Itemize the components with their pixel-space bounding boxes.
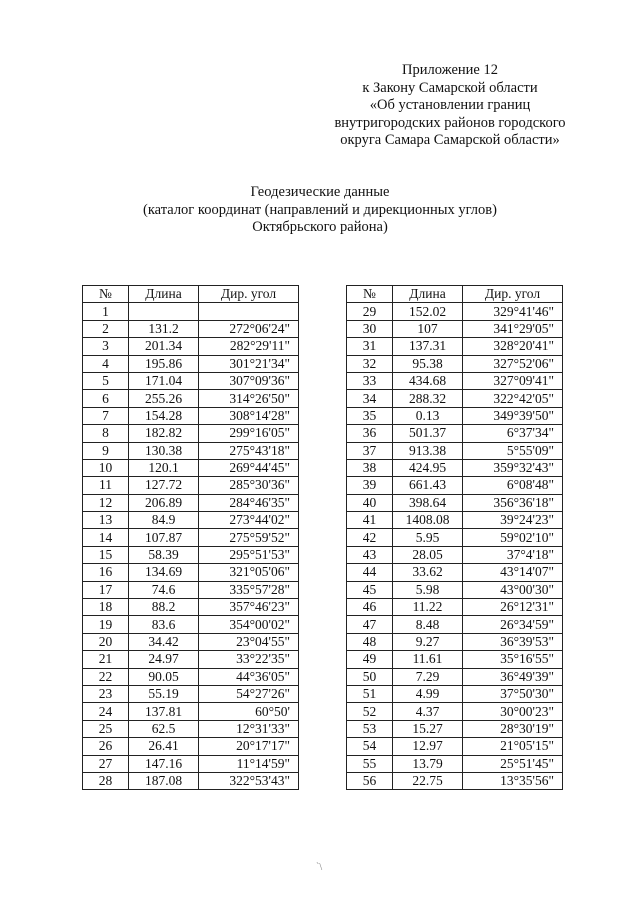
table-row: [347, 564, 563, 581]
cell-angle: 273°44'02": [199, 512, 299, 529]
table-row: [347, 720, 563, 737]
header-angle: Дир. угол: [199, 286, 299, 303]
table-row: [347, 755, 563, 772]
cell-angle: 20°17'17": [199, 738, 299, 755]
table-row: [83, 616, 299, 633]
table-row: [83, 407, 299, 424]
cell-angle: 322°53'43": [199, 772, 299, 789]
cell-number: 55: [347, 755, 393, 772]
table-row: [347, 407, 563, 424]
table-row: [347, 668, 563, 685]
table-row: [83, 355, 299, 372]
table-row: [83, 633, 299, 650]
cell-length: 107: [393, 320, 463, 337]
cell-length: 90.05: [129, 668, 199, 685]
cell-length: 127.72: [129, 477, 199, 494]
cell-angle: 322°42'05": [463, 390, 563, 407]
cell-number: 14: [83, 529, 129, 546]
table-row: [83, 546, 299, 563]
cell-number: 47: [347, 616, 393, 633]
table-row: [83, 720, 299, 737]
cell-number: 33: [347, 372, 393, 389]
cell-length: 137.81: [129, 703, 199, 720]
cell-number: 44: [347, 564, 393, 581]
table-row: [347, 442, 563, 459]
cell-length: 187.08: [129, 772, 199, 789]
cell-angle: 327°52'06": [463, 355, 563, 372]
cell-angle: 275°59'52": [199, 529, 299, 546]
title-line: (каталог координат (направлений и дирекционных углов): [143, 201, 497, 218]
coordinates-table-left: [82, 285, 299, 790]
table-row: [83, 564, 299, 581]
cell-angle: 308°14'28": [199, 407, 299, 424]
cell-angle: 13°35'56": [463, 772, 563, 789]
cell-length: 131.2: [129, 320, 199, 337]
header-length: Длина: [129, 286, 199, 303]
table-row: [83, 303, 299, 320]
cell-angle: 328°20'41": [463, 338, 563, 355]
cell-angle: 60°50': [199, 703, 299, 720]
cell-angle: 36°39'53": [463, 633, 563, 650]
table-row: [347, 459, 563, 476]
cell-number: 45: [347, 581, 393, 598]
title-line: Геодезические данные: [250, 184, 390, 200]
header-angle: Дир. угол: [463, 286, 563, 303]
cell-length: 22.75: [393, 772, 463, 789]
cell-angle: 357°46'23": [199, 599, 299, 616]
table-row: [347, 616, 563, 633]
table-row: [347, 320, 563, 337]
cell-length: 0.13: [393, 407, 463, 424]
cell-angle: 335°57'28": [199, 581, 299, 598]
cell-length: 84.9: [129, 512, 199, 529]
cell-angle: 282°29'11": [199, 338, 299, 355]
cell-length: 255.26: [129, 390, 199, 407]
cell-length: 424.95: [393, 459, 463, 476]
table-row: [347, 425, 563, 442]
table-row: [83, 512, 299, 529]
cell-number: 48: [347, 633, 393, 650]
cell-number: 46: [347, 599, 393, 616]
cell-angle: 285°30'36": [199, 477, 299, 494]
appendix-line: округа Самара Самарской области»: [340, 132, 560, 148]
cell-length: 1408.08: [393, 512, 463, 529]
cell-number: 41: [347, 512, 393, 529]
cell-length: 24.97: [129, 651, 199, 668]
table-row: [347, 303, 563, 320]
cell-angle: 36°49'39": [463, 668, 563, 685]
cell-number: 39: [347, 477, 393, 494]
cell-length: 107.87: [129, 529, 199, 546]
cell-length: 12.97: [393, 738, 463, 755]
table-row: [83, 738, 299, 755]
table-row: [347, 494, 563, 511]
cell-number: 54: [347, 738, 393, 755]
cell-number: 42: [347, 529, 393, 546]
table-row: [83, 372, 299, 389]
cell-angle: 349°39'50": [463, 407, 563, 424]
table-row: [347, 651, 563, 668]
table-row: [347, 529, 563, 546]
cell-number: 25: [83, 720, 129, 737]
cell-number: 16: [83, 564, 129, 581]
cell-number: 51: [347, 685, 393, 702]
cell-angle: 6°37'34": [463, 425, 563, 442]
cell-angle: 6°08'48": [463, 477, 563, 494]
cell-length: 152.02: [393, 303, 463, 320]
table-row: [347, 581, 563, 598]
cell-number: 3: [83, 338, 129, 355]
cell-length: 88.2: [129, 599, 199, 616]
cell-angle: 59°02'10": [463, 529, 563, 546]
cell-number: 49: [347, 651, 393, 668]
cell-length: 171.04: [129, 372, 199, 389]
cell-number: 50: [347, 668, 393, 685]
table-row: [347, 355, 563, 372]
cell-length: 913.38: [393, 442, 463, 459]
cell-length: 120.1: [129, 459, 199, 476]
cell-angle: 25°51'45": [463, 755, 563, 772]
table-row: [83, 390, 299, 407]
table-row: [347, 599, 563, 616]
cell-length: 4.99: [393, 685, 463, 702]
cell-angle: 354°00'02": [199, 616, 299, 633]
cell-length: 74.6: [129, 581, 199, 598]
table-row: [347, 512, 563, 529]
cell-length: 11.61: [393, 651, 463, 668]
cell-angle: 26°12'31": [463, 599, 563, 616]
cell-length: 28.05: [393, 546, 463, 563]
header-length: Длина: [393, 286, 463, 303]
table-row: [347, 703, 563, 720]
cell-number: 36: [347, 425, 393, 442]
cell-length: 7.29: [393, 668, 463, 685]
header-number: №: [83, 286, 129, 303]
table-row: [347, 372, 563, 389]
cell-number: 38: [347, 459, 393, 476]
cell-length: [129, 303, 199, 320]
cell-number: 13: [83, 512, 129, 529]
cell-number: 35: [347, 407, 393, 424]
cell-angle: 299°16'05": [199, 425, 299, 442]
cell-number: 27: [83, 755, 129, 772]
cell-angle: 43°14'07": [463, 564, 563, 581]
cell-number: 8: [83, 425, 129, 442]
cell-number: 43: [347, 546, 393, 563]
cell-length: 9.27: [393, 633, 463, 650]
table-row: [83, 772, 299, 789]
cell-number: 56: [347, 772, 393, 789]
appendix-line: «Об установлении границ: [369, 97, 531, 113]
cell-length: 130.38: [129, 442, 199, 459]
table-row: [347, 477, 563, 494]
table-row: [83, 581, 299, 598]
cell-angle: 23°04'55": [199, 633, 299, 650]
cell-number: 37: [347, 442, 393, 459]
cell-angle: 272°06'24": [199, 320, 299, 337]
cell-angle: 21°05'15": [463, 738, 563, 755]
table-row: [83, 320, 299, 337]
table-row: [347, 772, 563, 789]
table-row: [83, 529, 299, 546]
cell-length: 182.82: [129, 425, 199, 442]
cell-angle: 301°21'34": [199, 355, 299, 372]
cell-number: 11: [83, 477, 129, 494]
cell-angle: 329°41'46": [463, 303, 563, 320]
cell-angle: 33°22'35": [199, 651, 299, 668]
cell-angle: 321°05'06": [199, 564, 299, 581]
cell-number: 31: [347, 338, 393, 355]
cell-length: 5.95: [393, 529, 463, 546]
cell-number: 20: [83, 633, 129, 650]
cell-number: 9: [83, 442, 129, 459]
cell-length: 398.64: [393, 494, 463, 511]
table-row: [83, 685, 299, 702]
cell-number: 10: [83, 459, 129, 476]
cell-angle: 11°14'59": [199, 755, 299, 772]
cell-number: 26: [83, 738, 129, 755]
table-row: [83, 651, 299, 668]
cell-angle: 30°00'23": [463, 703, 563, 720]
table-row: [83, 459, 299, 476]
cell-number: 34: [347, 390, 393, 407]
cell-length: 201.34: [129, 338, 199, 355]
appendix-caption: [300, 62, 600, 150]
table-row: [347, 685, 563, 702]
cell-number: 4: [83, 355, 129, 372]
cell-number: 18: [83, 599, 129, 616]
cell-length: 206.89: [129, 494, 199, 511]
cell-angle: 12°31'33": [199, 720, 299, 737]
cell-length: 8.48: [393, 616, 463, 633]
cell-angle: 37°4'18": [463, 546, 563, 563]
cell-number: 23: [83, 685, 129, 702]
cell-number: 2: [83, 320, 129, 337]
cell-number: 15: [83, 546, 129, 563]
cell-length: 15.27: [393, 720, 463, 737]
cell-number: 5: [83, 372, 129, 389]
cell-length: 154.28: [129, 407, 199, 424]
cell-angle: 28°30'19": [463, 720, 563, 737]
table-row: [347, 546, 563, 563]
cell-angle: 44°36'05": [199, 668, 299, 685]
appendix-line: Приложение 12: [402, 62, 498, 78]
cell-length: 4.37: [393, 703, 463, 720]
table-row: [83, 494, 299, 511]
cell-number: 40: [347, 494, 393, 511]
cell-angle: 275°43'18": [199, 442, 299, 459]
cell-number: 30: [347, 320, 393, 337]
cell-angle: 341°29'05": [463, 320, 563, 337]
cell-number: 19: [83, 616, 129, 633]
cell-number: 52: [347, 703, 393, 720]
cell-length: 83.6: [129, 616, 199, 633]
cell-angle: 43°00'30": [463, 581, 563, 598]
cell-angle: 295°51'53": [199, 546, 299, 563]
table-header-row: [83, 286, 299, 303]
cell-length: 33.62: [393, 564, 463, 581]
table-row: [347, 338, 563, 355]
cell-length: 147.16: [129, 755, 199, 772]
table-header-row: [347, 286, 563, 303]
table-row: [83, 599, 299, 616]
table-row: [347, 633, 563, 650]
cell-length: 34.42: [129, 633, 199, 650]
cell-number: 28: [83, 772, 129, 789]
cell-length: 661.43: [393, 477, 463, 494]
cell-number: 17: [83, 581, 129, 598]
table-row: [83, 477, 299, 494]
cell-angle: 327°09'41": [463, 372, 563, 389]
cell-number: 24: [83, 703, 129, 720]
cell-length: 26.41: [129, 738, 199, 755]
cell-angle: 5°55'09": [463, 442, 563, 459]
table-row: [83, 668, 299, 685]
table-row: [83, 442, 299, 459]
cell-angle: [199, 303, 299, 320]
cell-length: 95.38: [393, 355, 463, 372]
header-number: №: [347, 286, 393, 303]
cell-length: 13.79: [393, 755, 463, 772]
cell-angle: 26°34'59": [463, 616, 563, 633]
table-row: [347, 390, 563, 407]
table-row: [347, 738, 563, 755]
cell-length: 11.22: [393, 599, 463, 616]
table-row: [83, 338, 299, 355]
title-line: Октябрьского района): [252, 219, 388, 235]
cell-length: 62.5: [129, 720, 199, 737]
cell-number: 29: [347, 303, 393, 320]
cell-angle: 314°26'50": [199, 390, 299, 407]
appendix-line: к Закону Самарской области: [362, 79, 538, 96]
cell-length: 501.37: [393, 425, 463, 442]
cell-angle: 284°46'35": [199, 494, 299, 511]
cell-length: 134.69: [129, 564, 199, 581]
cell-number: 7: [83, 407, 129, 424]
cell-angle: 37°50'30": [463, 685, 563, 702]
cell-number: 22: [83, 668, 129, 685]
cell-angle: 307°09'36": [199, 372, 299, 389]
cell-angle: 356°36'18": [463, 494, 563, 511]
cell-length: 58.39: [129, 546, 199, 563]
cell-length: 434.68: [393, 372, 463, 389]
cell-angle: 35°16'55": [463, 651, 563, 668]
table-row: [83, 755, 299, 772]
cell-number: 6: [83, 390, 129, 407]
cell-length: 195.86: [129, 355, 199, 372]
cell-length: 137.31: [393, 338, 463, 355]
cell-angle: 54°27'26": [199, 685, 299, 702]
document-title: [120, 184, 520, 237]
cell-number: 21: [83, 651, 129, 668]
cell-number: 53: [347, 720, 393, 737]
cell-number: 32: [347, 355, 393, 372]
scan-mark: `\: [316, 862, 323, 873]
table-row: [83, 425, 299, 442]
cell-number: 12: [83, 494, 129, 511]
appendix-line: внутригородских районов городского: [334, 114, 566, 131]
cell-length: 5.98: [393, 581, 463, 598]
cell-angle: 39°24'23": [463, 512, 563, 529]
cell-angle: 269°44'45": [199, 459, 299, 476]
cell-length: 288.32: [393, 390, 463, 407]
cell-angle: 359°32'43": [463, 459, 563, 476]
coordinates-table-right: [346, 285, 563, 790]
cell-number: 1: [83, 303, 129, 320]
cell-length: 55.19: [129, 685, 199, 702]
table-row: [83, 703, 299, 720]
